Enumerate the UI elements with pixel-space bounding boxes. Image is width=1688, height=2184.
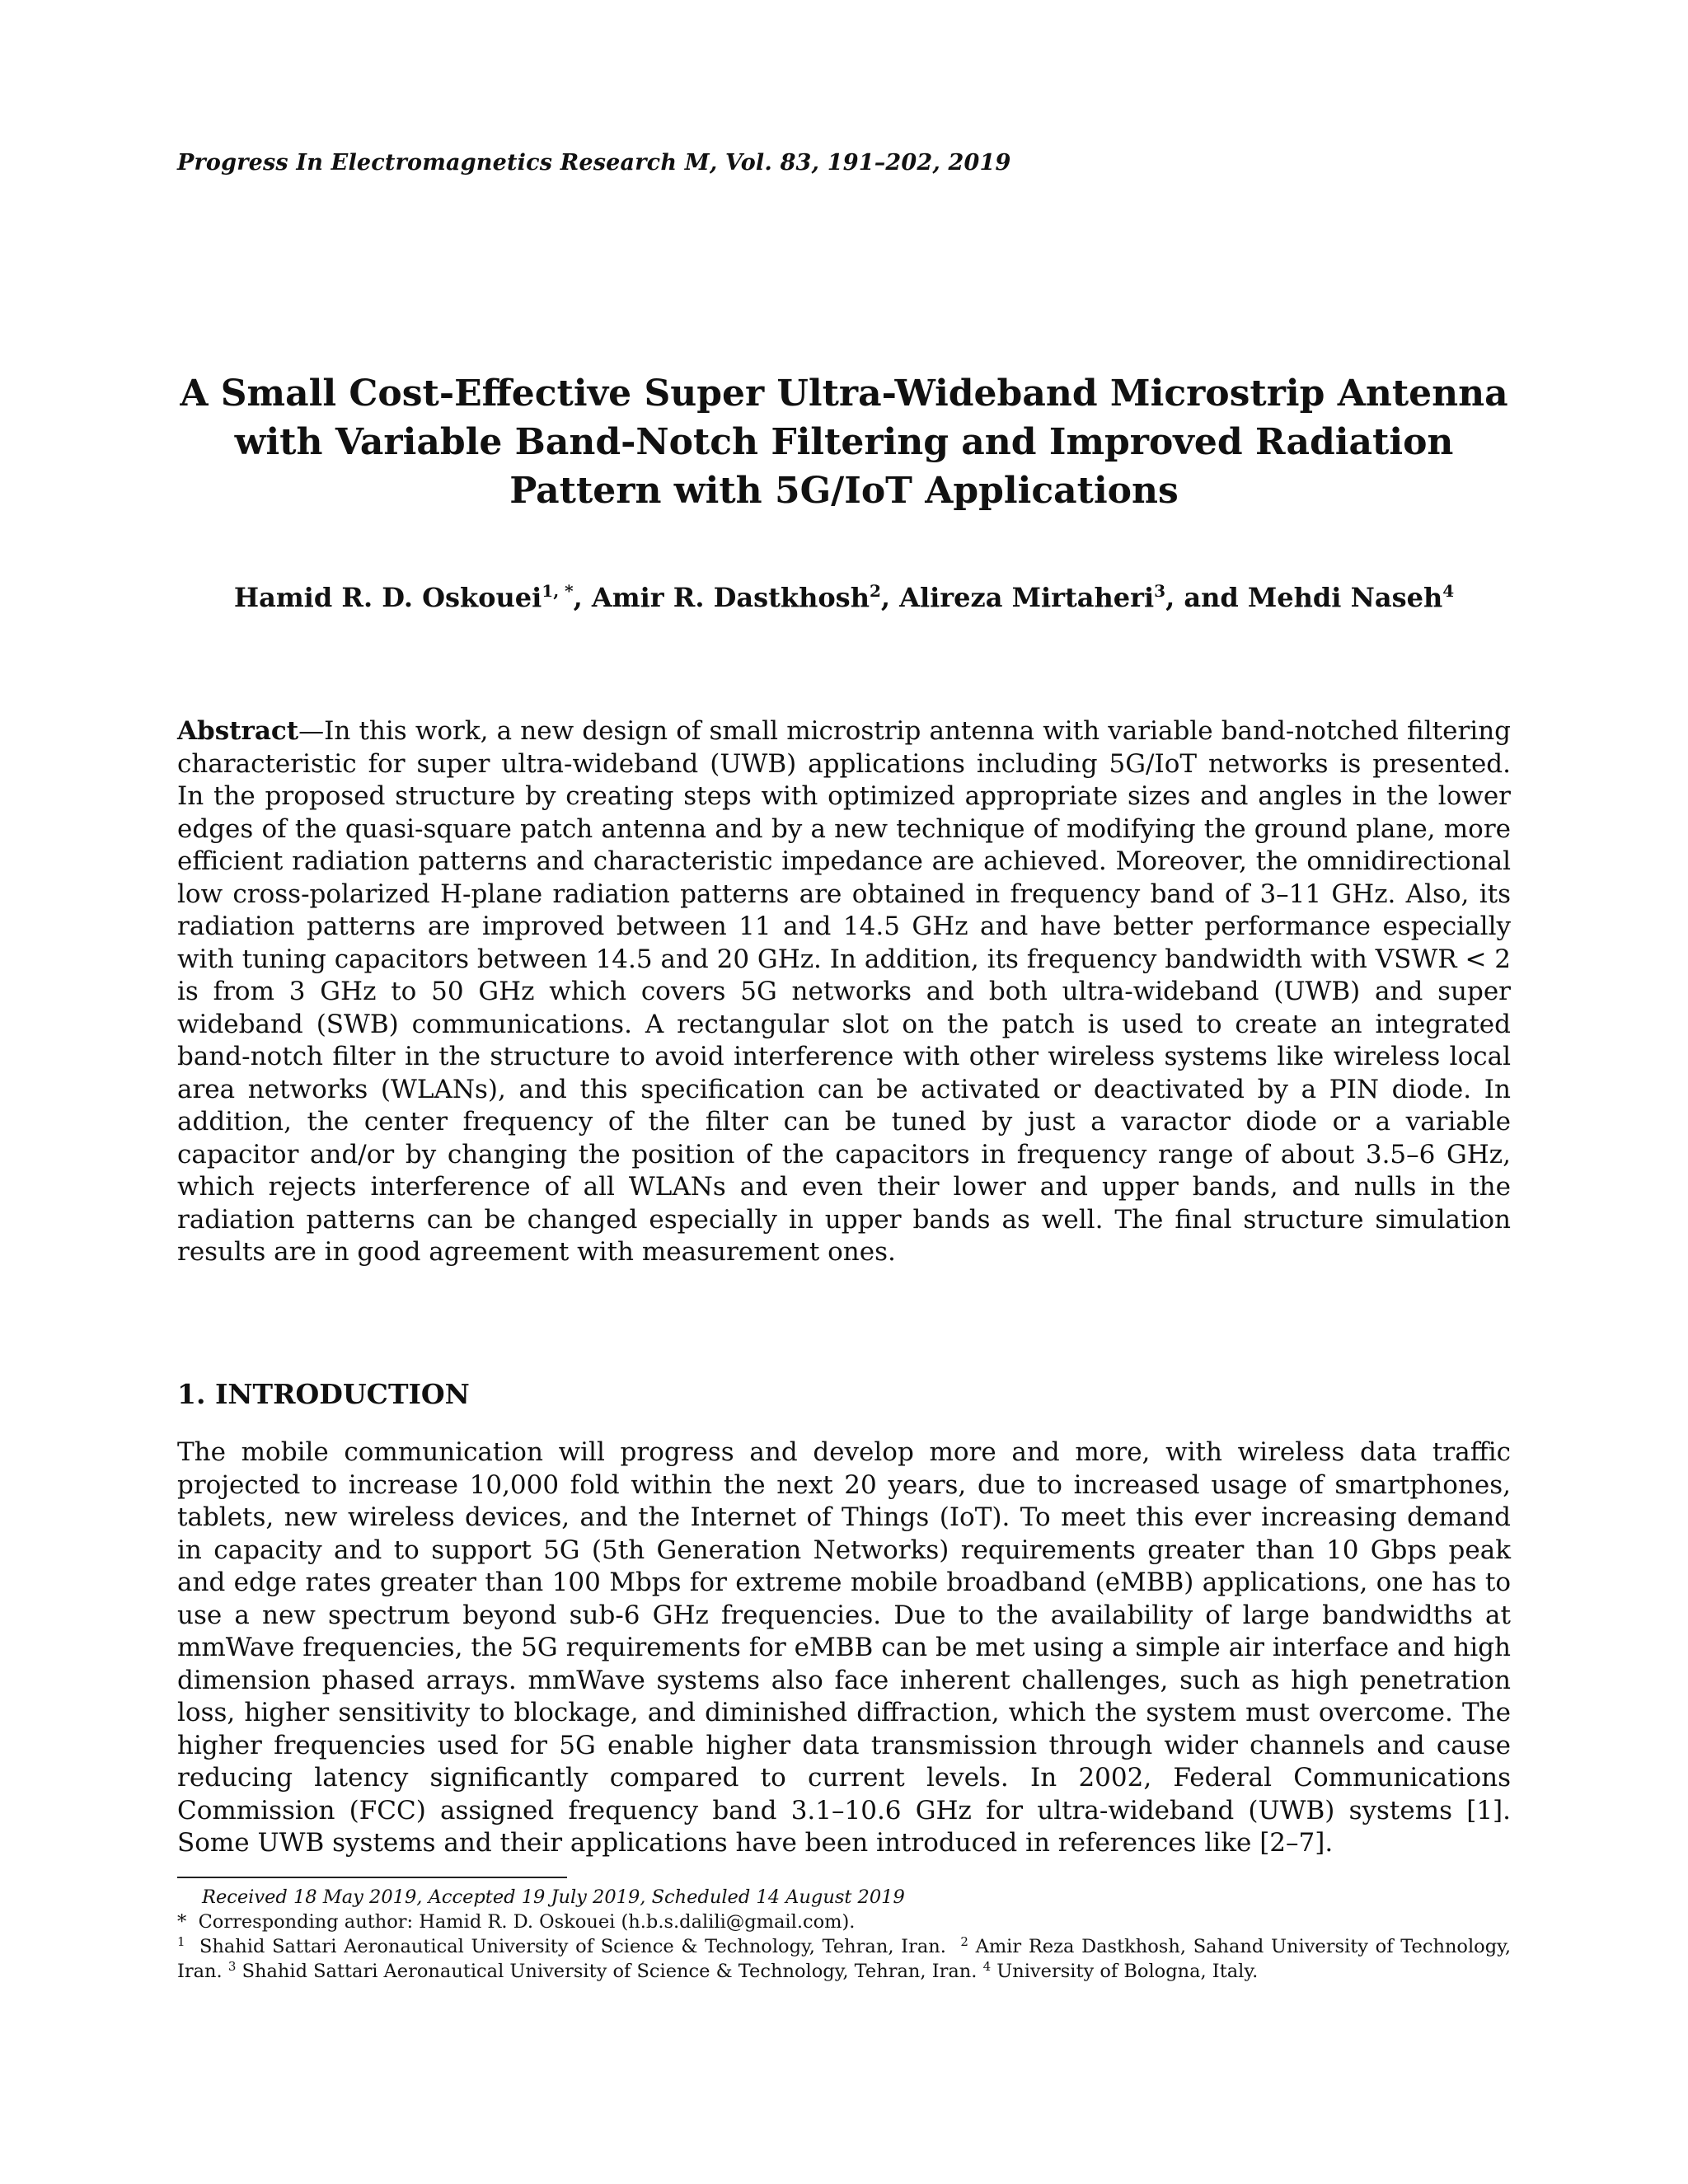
abstract-heading: Abstract (177, 716, 299, 746)
affiliation-text: University of Bologna, Italy. (996, 1961, 1259, 1982)
author-name: Mehdi Naseh (1247, 582, 1443, 613)
affiliation-text: Shahid Sattari Aeronautical University of Science & Technology, Tehran, Iran. (241, 1961, 978, 1982)
footnotes (177, 1885, 1511, 1984)
corresponding-author-note (177, 1910, 1511, 1934)
section-heading (177, 1378, 470, 1410)
corresponding-mark: * (177, 1911, 187, 1933)
received-dates: Received 18 May 2019, Accepted 19 July 2019, Scheduled 14 August 2019 (202, 1886, 905, 1908)
author-affiliation-mark: 3 (1154, 581, 1166, 601)
section-title: INTRODUCTION (214, 1378, 470, 1410)
affiliation-text: Amir Reza Dastkhosh, Sahand University of Technology, Iran. (177, 1936, 1511, 1982)
introduction-paragraph: The mobile communication will progress and develop more and more, with wireless data traffic projected to increase 10,000 fold within the next 20 years, due to increased usage of smartphones, tablets, new wireless devices, and the Internet of Things (IoT). To meet this ever increasing demand in capacity and to support 5G (5th Generation Networks) requirements greater than 10 Gbps peak and edge rates greater than 100 Mbps for extreme mobile broadband (eMBB) applications, one has to use a new spectrum beyond sub-6 GHz frequencies. Due to the availability of large bandwidths at mmWave frequencies, the 5G requirements for eMBB can be met using a simple air interface and high dimension phased arrays. mmWave systems also face inherent challenges, such as high penetration loss, higher sensitivity to blockage, and diminished diffraction, which the system must overcome. The higher frequencies used for 5G enable higher data transmission through wider channels and cause reducing latency significantly compared to current levels. In 2002, Federal Communications Commission (FCC) assigned frequency band 3.1–10.6 GHz for ultra-wideband (UWB) systems [1]. Some UWB systems and their applications have been introduced in references like [2–7]. (177, 1437, 1511, 1858)
paper-title (124, 369, 1564, 515)
abstract (177, 715, 1511, 1269)
affiliation-mark: 2 (960, 1934, 968, 1949)
affiliations (177, 1934, 1511, 1984)
corresponding-author-text: Corresponding author: Hamid R. D. Oskouei (h.b.s.dalili@gmail.com). (198, 1911, 856, 1933)
affiliation-mark: 3 (227, 1959, 237, 1974)
author-list (124, 582, 1564, 613)
title-line-1: A Small Cost-Effective Super Ultra-Wideband Microstrip Antenna (180, 373, 1508, 415)
author-name: Alireza Mirtaheri (899, 582, 1155, 613)
author-affiliation-mark: 4 (1442, 581, 1455, 601)
affiliation-mark: 4 (982, 1959, 992, 1974)
footnote-divider (177, 1877, 567, 1878)
affiliation-text: Shahid Sattari Aeronautical University of Science & Technology, Tehran, Iran. (199, 1936, 946, 1957)
author-affiliation-mark: 1, * (542, 581, 574, 601)
affiliation-mark: 1 (177, 1934, 185, 1949)
author-separator: , (573, 582, 592, 613)
title-line-3: Pattern with 5G/IoT Applications (509, 470, 1179, 512)
author-affiliation-mark: 2 (869, 581, 881, 601)
author-separator: , (880, 582, 900, 613)
author-name: Amir R. Dastkhosh (591, 582, 870, 613)
title-line-2: with Variable Band-Notch Filtering and Improved Radiation (234, 421, 1454, 463)
author-separator: , and (1165, 582, 1248, 613)
author-name: Hamid R. D. Oskouei (233, 582, 542, 613)
journal-citation: Progress In Electromagnetics Research M, Vol. 83, 191–202, 2019 (177, 150, 1011, 176)
abstract-text: —In this work, a new design of small microstrip antenna with variable band-notched filtering characteristic for super ultra-wideband (UWB) applications including 5G/IoT networks is presented. In the proposed structure by creating steps with optimized appropriate sizes and angles in the lower edges of the quasi-square patch antenna and by a new technique of modifying the ground plane, more efficient radiation patterns and characteristic impedance are achieved. Moreover, the omnidirectional low cross-polarized H-plane radiation patterns are obtained in frequency band of 3–11 GHz. Also, its radiation patterns are improved between 11 and 14.5 GHz and have better performance especially with tuning capacitors between 14.5 and 20 GHz. In addition, its frequency bandwidth with VSWR < 2 is from 3 GHz to 50 GHz which covers 5G networks and both ultra-wideband (UWB) and super wideband (SWB) communications. A rectangular slot on the patch is used to create an integrated band-notch filter in the structure to avoid interference with other wireless systems like wireless local area networks (WLANs), and this specification can be activated or deactivated by a PIN diode. In addition, the center frequency of the filter can be tuned by just a varactor diode or a variable capacitor and/or by changing the position of the capacitors in frequency range of about 3.5–6 GHz, which rejects interference of all WLANs and even their lower and upper bands, and nulls in the radiation patterns can be changed especially in upper bands as well. The final structure simulation results are in good agreement with measurement ones. (177, 716, 1511, 1267)
section-number: 1. (177, 1378, 206, 1410)
